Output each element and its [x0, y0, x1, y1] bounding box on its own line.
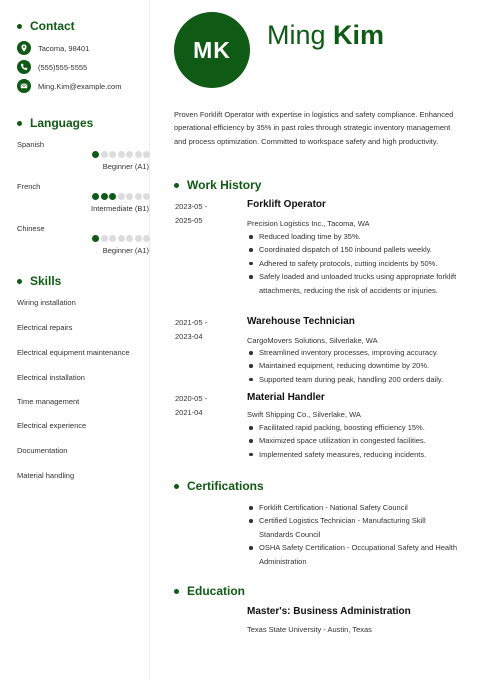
- job-company: CargoMovers Solutions, Silverlake, WA: [247, 336, 378, 345]
- bullet-dot-icon: [174, 183, 179, 188]
- avatar: MK: [174, 12, 250, 88]
- work-history-heading: Work History: [174, 178, 261, 192]
- sidebar: [0, 0, 150, 680]
- rating-dot-filled: [109, 193, 116, 200]
- education-school: Texas State University - Austin, Texas: [247, 625, 372, 634]
- list-item: Certified Logistics Technician - Manufacturing Skill Standards Council: [247, 514, 460, 541]
- rating-dot-empty: [101, 235, 108, 242]
- job-company: Precision Logistics Inc., Tacoma, WA: [247, 219, 370, 228]
- language-rating: [92, 151, 152, 158]
- list-item: Streamlined inventory processes, improving accuracy.: [247, 346, 460, 359]
- candidate-name: [267, 20, 384, 51]
- language-name: French: [17, 182, 41, 191]
- job-company: Swift Shipping Co., Silverlake, WA: [247, 410, 361, 419]
- job-dates: 2021-05 - 2023-04: [175, 318, 208, 341]
- certification-list: [247, 501, 460, 568]
- language-level: Intermediate (B1): [91, 204, 149, 213]
- list-item: Coordinated dispatch of 150 inbound pallets weekly.: [247, 243, 460, 256]
- location-pin-icon: [17, 41, 31, 55]
- language-rating: [92, 193, 152, 200]
- list-item: OSHA Safety Certification - Occupational Safety and Health Administration: [247, 541, 460, 568]
- language-level: Beginner (A1): [102, 162, 149, 171]
- skill-item: Electrical installation: [17, 373, 85, 382]
- rating-dot-empty: [118, 235, 125, 242]
- email-text[interactable]: Ming.Kim@example.com: [38, 81, 122, 91]
- phone-text: (555)555-5555: [38, 62, 88, 72]
- rating-dot-empty: [143, 235, 150, 242]
- rating-dot-filled: [92, 235, 99, 242]
- skill-item: Documentation: [17, 446, 68, 455]
- rating-dot-filled: [92, 193, 99, 200]
- certifications-heading: Certifications: [174, 479, 264, 493]
- list-item: Reduced loading time by 35%.: [247, 230, 460, 243]
- skill-item: Electrical equipment maintenance: [17, 348, 130, 357]
- rating-dot-empty: [135, 235, 142, 242]
- languages-heading: Languages: [17, 116, 93, 130]
- language-level: Beginner (A1): [102, 246, 149, 255]
- rating-dot-empty: [109, 235, 116, 242]
- contact-email: [17, 79, 121, 93]
- list-item: Forklift Certification - National Safety Council: [247, 501, 460, 514]
- list-item: Adhered to safety protocols, cutting incidents by 50%.: [247, 257, 460, 270]
- phone-icon: [17, 60, 31, 74]
- list-item: Implemented safety measures, reducing incidents.: [247, 448, 460, 461]
- rating-dot-empty: [126, 235, 133, 242]
- skill-item: Time management: [17, 397, 80, 406]
- rating-dot-empty: [135, 193, 142, 200]
- professional-summary: Proven Forklift Operator with expertise in logistics and safety compliance. Enhanced operational efficiency by 35% in past roles through strategic inventory management and process optimization. Committed to workspace safety and high productivity.: [174, 110, 454, 146]
- contact-location: [17, 41, 89, 55]
- list-item: Maintained equipment, reducing downtime by 20%.: [247, 359, 460, 372]
- skills-heading: Skills: [17, 274, 61, 288]
- bullet-dot-icon: [17, 121, 22, 126]
- list-item: Safely loaded and unloaded trucks using appropriate forklift attachments, reducing the risk of accidents or injuries.: [247, 270, 460, 297]
- rating-dot-empty: [118, 193, 125, 200]
- education-degree: Master's: Business Administration: [247, 606, 411, 617]
- contact-heading: Contact: [17, 19, 75, 33]
- education-heading: Education: [174, 584, 245, 598]
- location-text: Tacoma, 98401: [38, 43, 90, 53]
- rating-dot-empty: [101, 151, 108, 158]
- rating-dot-empty: [143, 193, 150, 200]
- job-bullets: [247, 230, 460, 297]
- rating-dot-filled: [101, 193, 108, 200]
- skill-item: Material handling: [17, 471, 75, 480]
- skill-item: Electrical repairs: [17, 323, 73, 332]
- language-rating: [92, 235, 152, 242]
- rating-dot-empty: [126, 151, 133, 158]
- rating-dot-empty: [135, 151, 142, 158]
- rating-dot-empty: [143, 151, 150, 158]
- job-dates: 2020-05 - 2021-04: [175, 394, 208, 417]
- list-item: Maximized space utilization in congested facilities.: [247, 434, 460, 447]
- email-icon: [17, 79, 31, 93]
- first-name: Ming: [267, 20, 326, 50]
- job-dates: 2023-05 - 2025-05: [175, 202, 208, 225]
- language-name: Spanish: [17, 140, 45, 149]
- bullet-dot-icon: [17, 24, 22, 29]
- bullet-dot-icon: [174, 484, 179, 489]
- last-name: Kim: [333, 20, 385, 50]
- rating-dot-empty: [126, 193, 133, 200]
- job-title: Forklift Operator: [247, 199, 326, 210]
- language-name: Chinese: [17, 224, 45, 233]
- rating-dot-empty: [109, 151, 116, 158]
- bullet-dot-icon: [17, 279, 22, 284]
- list-item: Supported team during peak, handling 200 orders daily.: [247, 373, 460, 386]
- job-title: Warehouse Technician: [247, 316, 355, 327]
- skill-item: Wiring installation: [17, 298, 76, 307]
- job-bullets: [247, 346, 460, 386]
- skill-item: Electrical experience: [17, 421, 87, 430]
- contact-phone: [17, 60, 87, 74]
- list-item: Facilitated rapid packing, boosting efficiency 15%.: [247, 421, 460, 434]
- bullet-dot-icon: [174, 589, 179, 594]
- job-bullets: [247, 421, 460, 461]
- rating-dot-filled: [92, 151, 99, 158]
- rating-dot-empty: [118, 151, 125, 158]
- job-title: Material Handler: [247, 392, 325, 403]
